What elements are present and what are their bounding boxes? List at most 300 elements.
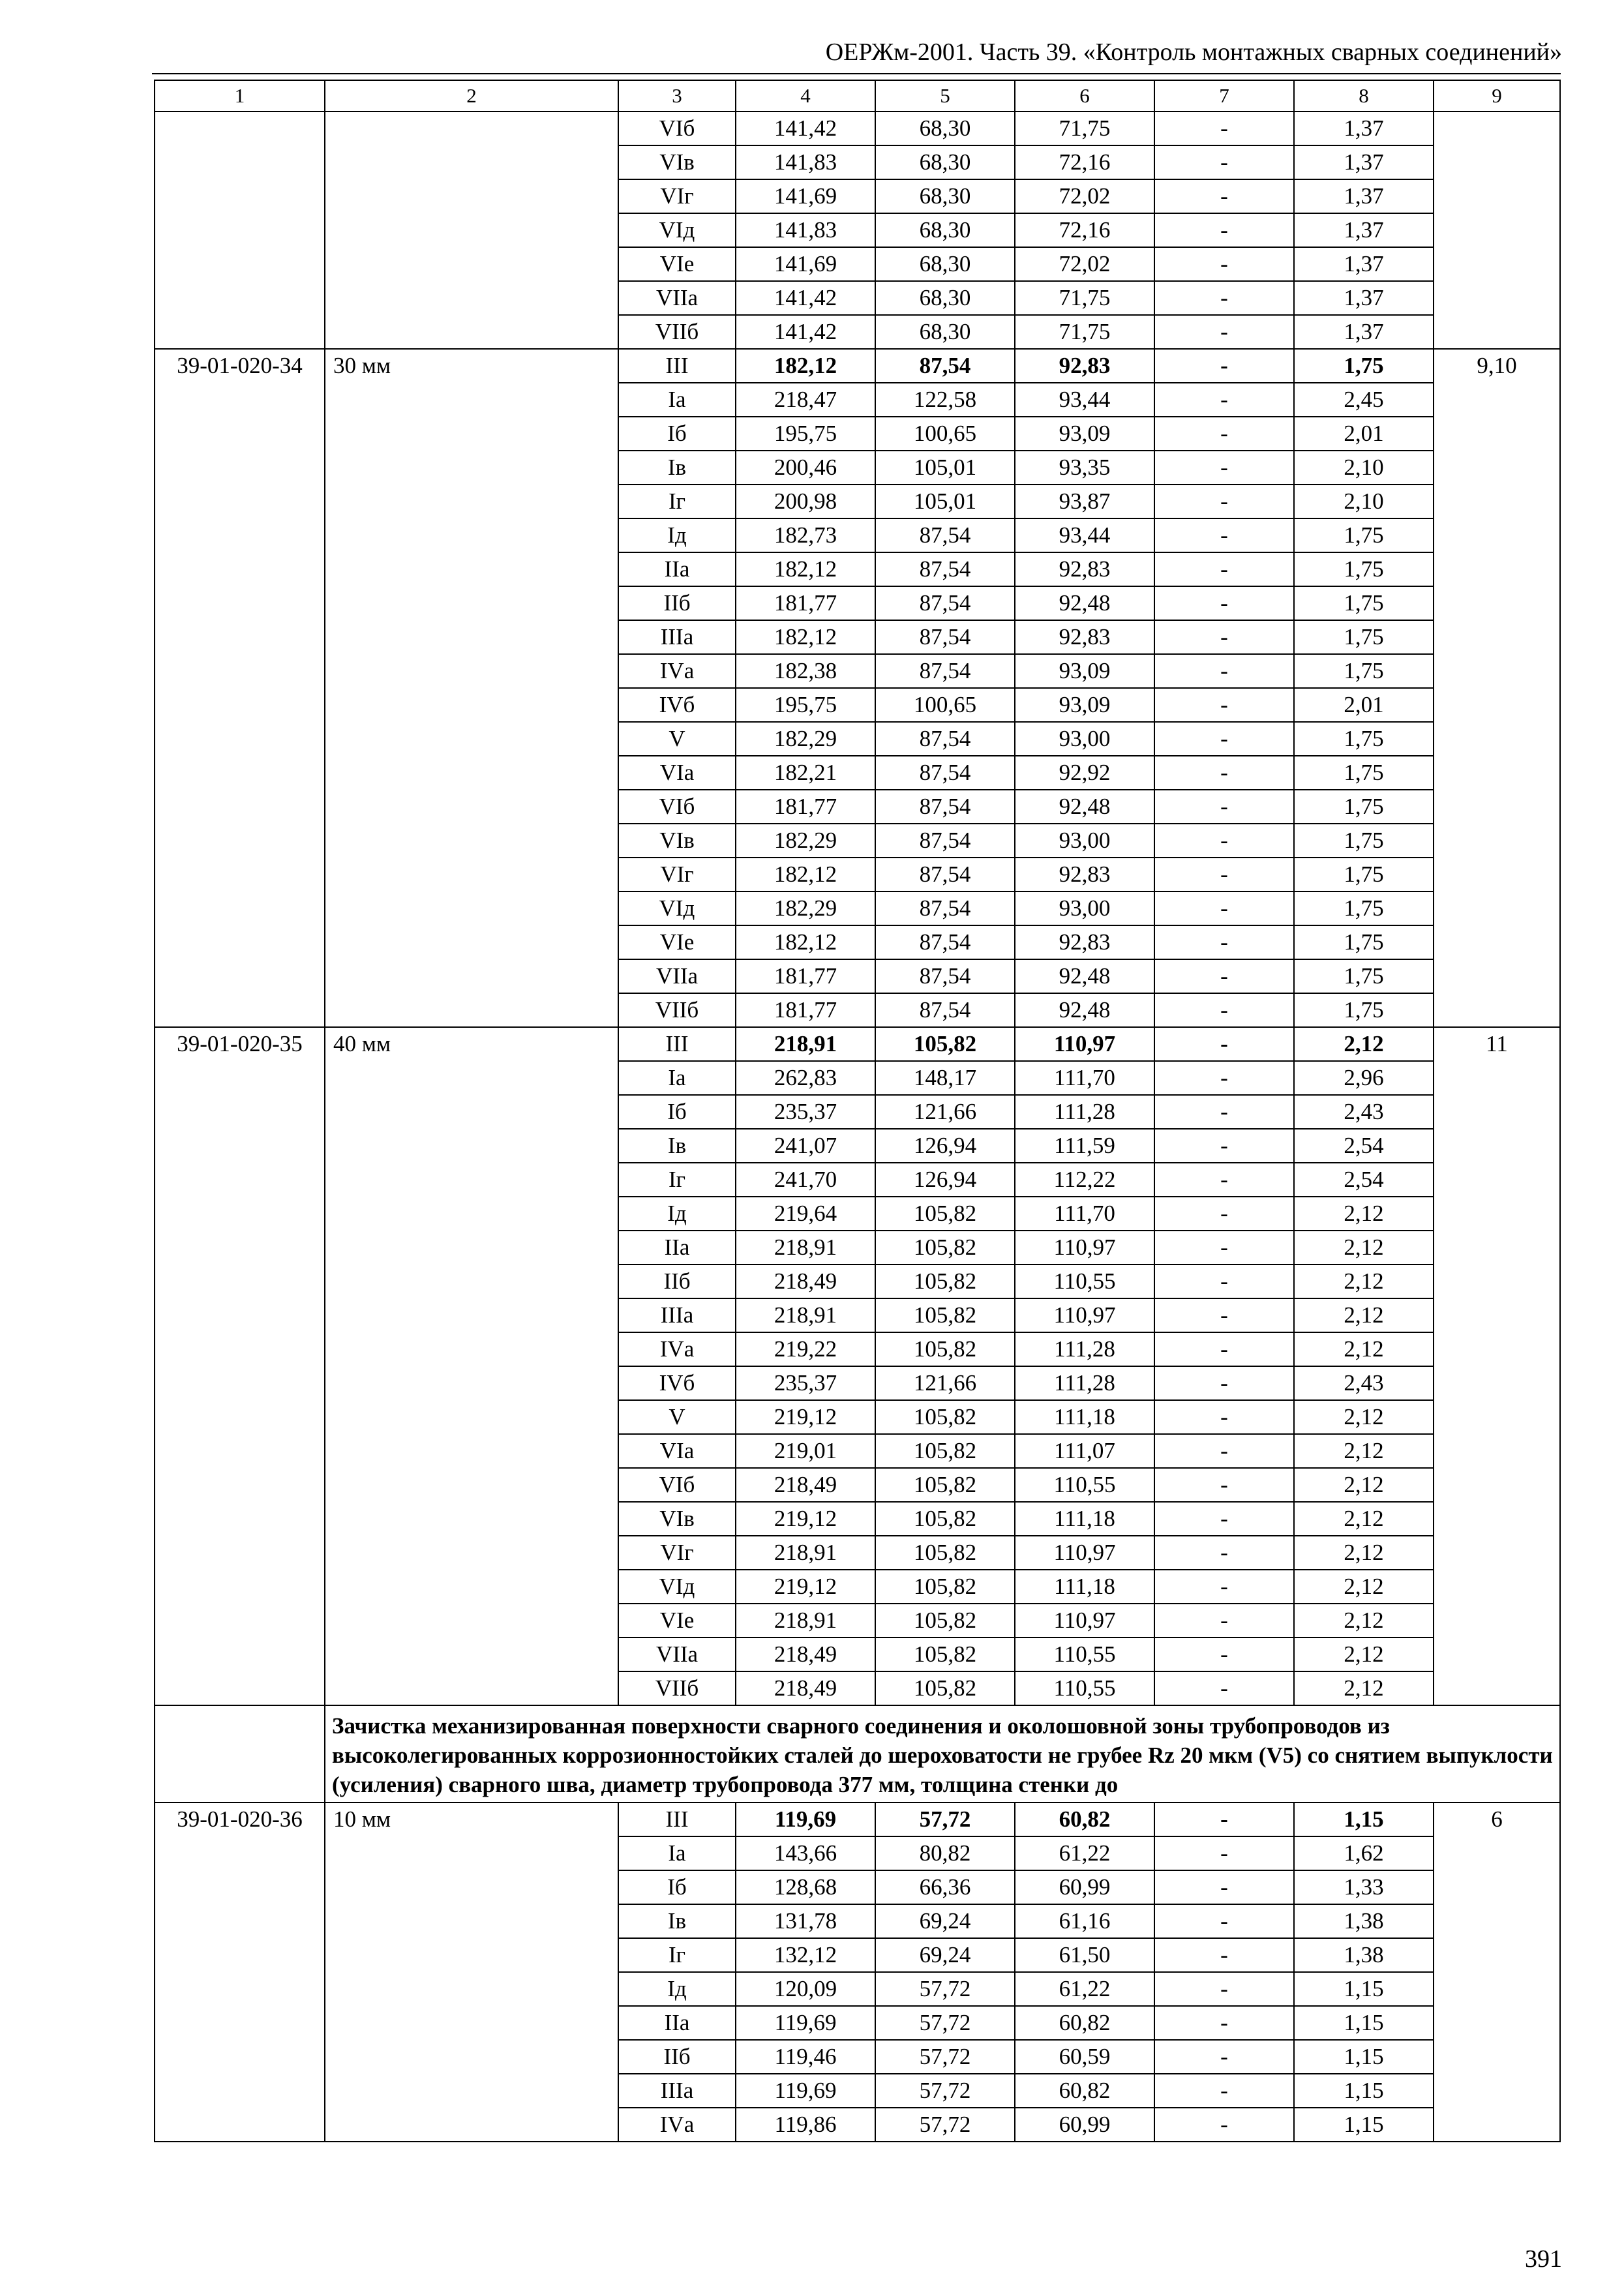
value-col4-cell: 182,12 bbox=[736, 925, 875, 959]
value-col6-cell: 93,09 bbox=[1015, 417, 1154, 451]
value-col5-cell: 57,72 bbox=[875, 2074, 1015, 2108]
value-col5-cell: 87,54 bbox=[875, 891, 1015, 925]
value-col7-cell: - bbox=[1154, 925, 1294, 959]
value-col4-cell: 182,38 bbox=[736, 654, 875, 688]
value-col4-cell: 219,01 bbox=[736, 1434, 875, 1468]
value-col5-cell: 121,66 bbox=[875, 1095, 1015, 1129]
value-col8-cell: 1,37 bbox=[1294, 281, 1434, 315]
value-col7-cell: - bbox=[1154, 1904, 1294, 1938]
column-number: 6 bbox=[1015, 80, 1154, 112]
value-col4-cell: 218,49 bbox=[736, 1638, 875, 1671]
value-col7-cell: - bbox=[1154, 1400, 1294, 1434]
zone-cell: Iа bbox=[618, 1836, 736, 1870]
zone-cell: VIIа bbox=[618, 281, 736, 315]
value-col8-cell: 1,75 bbox=[1294, 824, 1434, 858]
value-col4-cell: 182,21 bbox=[736, 756, 875, 790]
value-col5-cell: 105,82 bbox=[875, 1638, 1015, 1671]
value-col4-cell: 182,12 bbox=[736, 620, 875, 654]
zone-cell: VIб bbox=[618, 790, 736, 824]
value-col8-cell: 2,45 bbox=[1294, 383, 1434, 417]
value-col4-cell: 141,42 bbox=[736, 112, 875, 145]
value-col6-cell: 60,59 bbox=[1015, 2040, 1154, 2074]
value-col5-cell: 105,82 bbox=[875, 1671, 1015, 1705]
value-col5-cell: 122,58 bbox=[875, 383, 1015, 417]
value-col8-cell: 2,12 bbox=[1294, 1638, 1434, 1671]
value-col5-cell: 100,65 bbox=[875, 688, 1015, 722]
zone-cell: VIIб bbox=[618, 1671, 736, 1705]
zone-cell: IVб bbox=[618, 688, 736, 722]
table-row bbox=[155, 1027, 1560, 1061]
value-col6-cell: 111,28 bbox=[1015, 1332, 1154, 1366]
wall-thickness-cell: 30 мм bbox=[325, 349, 618, 1027]
value-col7-cell: - bbox=[1154, 281, 1294, 315]
value-col6-cell: 92,48 bbox=[1015, 790, 1154, 824]
zone-cell: IIб bbox=[618, 586, 736, 620]
value-col4-cell: 181,77 bbox=[736, 959, 875, 993]
notes-cell: 9,10 bbox=[1434, 349, 1560, 1027]
value-col7-cell: - bbox=[1154, 1434, 1294, 1468]
value-col5-cell: 87,54 bbox=[875, 349, 1015, 383]
value-col7-cell: - bbox=[1154, 858, 1294, 891]
value-col5-cell: 126,94 bbox=[875, 1163, 1015, 1197]
value-col4-cell: 235,37 bbox=[736, 1095, 875, 1129]
value-col7-cell: - bbox=[1154, 1468, 1294, 1502]
zone-cell: VIг bbox=[618, 1536, 736, 1570]
value-col4-cell: 119,69 bbox=[736, 1803, 875, 1836]
zone-cell: VIд bbox=[618, 1570, 736, 1604]
value-col4-cell: 181,77 bbox=[736, 790, 875, 824]
value-col6-cell: 111,28 bbox=[1015, 1366, 1154, 1400]
zone-cell: IVа bbox=[618, 654, 736, 688]
value-col7-cell: - bbox=[1154, 1638, 1294, 1671]
value-col6-cell: 111,07 bbox=[1015, 1434, 1154, 1468]
value-col8-cell: 2,12 bbox=[1294, 1332, 1434, 1366]
value-col8-cell: 1,75 bbox=[1294, 756, 1434, 790]
zone-cell: IIб bbox=[618, 1264, 736, 1298]
value-col6-cell: 111,18 bbox=[1015, 1502, 1154, 1536]
value-col8-cell: 2,10 bbox=[1294, 485, 1434, 518]
value-col7-cell: - bbox=[1154, 2108, 1294, 2142]
zone-cell: VIв bbox=[618, 145, 736, 179]
value-col8-cell: 1,37 bbox=[1294, 247, 1434, 281]
value-col7-cell: - bbox=[1154, 315, 1294, 349]
value-col7-cell: - bbox=[1154, 1604, 1294, 1638]
value-col4-cell: 132,12 bbox=[736, 1938, 875, 1972]
zone-cell: Iб bbox=[618, 417, 736, 451]
value-col7-cell: - bbox=[1154, 1570, 1294, 1604]
value-col8-cell: 2,54 bbox=[1294, 1129, 1434, 1163]
table-body bbox=[155, 80, 1560, 2142]
wall-thickness-cell: 40 мм bbox=[325, 1027, 618, 1705]
value-col7-cell: - bbox=[1154, 2040, 1294, 2074]
notes-cell: 11 bbox=[1434, 1027, 1560, 1705]
value-col6-cell: 111,18 bbox=[1015, 1570, 1154, 1604]
value-col8-cell: 2,12 bbox=[1294, 1264, 1434, 1298]
value-col4-cell: 200,98 bbox=[736, 485, 875, 518]
zone-cell: VIв bbox=[618, 824, 736, 858]
value-col4-cell: 219,22 bbox=[736, 1332, 875, 1366]
value-col4-cell: 218,91 bbox=[736, 1027, 875, 1061]
value-col8-cell: 2,12 bbox=[1294, 1231, 1434, 1264]
zone-cell: IIа bbox=[618, 1231, 736, 1264]
value-col8-cell: 2,96 bbox=[1294, 1061, 1434, 1095]
value-col6-cell: 110,97 bbox=[1015, 1536, 1154, 1570]
zone-cell: IIIа bbox=[618, 1298, 736, 1332]
value-col5-cell: 105,01 bbox=[875, 485, 1015, 518]
value-col4-cell: 182,12 bbox=[736, 552, 875, 586]
zone-cell: IVа bbox=[618, 2108, 736, 2142]
value-col8-cell: 1,15 bbox=[1294, 2074, 1434, 2108]
value-col6-cell: 110,55 bbox=[1015, 1671, 1154, 1705]
value-col6-cell: 92,83 bbox=[1015, 858, 1154, 891]
value-col7-cell: - bbox=[1154, 654, 1294, 688]
value-col5-cell: 105,82 bbox=[875, 1400, 1015, 1434]
value-col8-cell: 1,75 bbox=[1294, 722, 1434, 756]
value-col7-cell: - bbox=[1154, 722, 1294, 756]
value-col7-cell: - bbox=[1154, 1061, 1294, 1095]
value-col4-cell: 218,91 bbox=[736, 1231, 875, 1264]
value-col5-cell: 69,24 bbox=[875, 1938, 1015, 1972]
column-number: 7 bbox=[1154, 80, 1294, 112]
value-col7-cell: - bbox=[1154, 1836, 1294, 1870]
value-col6-cell: 110,97 bbox=[1015, 1027, 1154, 1061]
zone-cell: V bbox=[618, 1400, 736, 1434]
value-col5-cell: 69,24 bbox=[875, 1904, 1015, 1938]
table-row bbox=[155, 1803, 1560, 1836]
zone-cell: VIг bbox=[618, 858, 736, 891]
value-col4-cell: 141,42 bbox=[736, 281, 875, 315]
value-col8-cell: 1,15 bbox=[1294, 2108, 1434, 2142]
value-col6-cell: 111,59 bbox=[1015, 1129, 1154, 1163]
value-col7-cell: - bbox=[1154, 959, 1294, 993]
value-col8-cell: 1,37 bbox=[1294, 179, 1434, 213]
value-col5-cell: 105,82 bbox=[875, 1298, 1015, 1332]
value-col4-cell: 131,78 bbox=[736, 1904, 875, 1938]
value-col6-cell: 92,83 bbox=[1015, 620, 1154, 654]
value-col4-cell: 182,29 bbox=[736, 891, 875, 925]
value-col6-cell: 60,99 bbox=[1015, 2108, 1154, 2142]
zone-cell: VIа bbox=[618, 756, 736, 790]
value-col6-cell: 60,82 bbox=[1015, 2074, 1154, 2108]
value-col7-cell: - bbox=[1154, 1197, 1294, 1231]
value-col7-cell: - bbox=[1154, 145, 1294, 179]
column-number: 4 bbox=[736, 80, 875, 112]
zone-cell: Iд bbox=[618, 1972, 736, 2006]
value-col8-cell: 1,75 bbox=[1294, 959, 1434, 993]
value-col6-cell: 93,09 bbox=[1015, 654, 1154, 688]
value-col6-cell: 110,55 bbox=[1015, 1468, 1154, 1502]
value-col7-cell: - bbox=[1154, 824, 1294, 858]
value-col4-cell: 195,75 bbox=[736, 688, 875, 722]
value-col5-cell: 87,54 bbox=[875, 552, 1015, 586]
value-col7-cell: - bbox=[1154, 993, 1294, 1027]
wall-thickness-cell bbox=[325, 112, 618, 349]
section-row bbox=[155, 1705, 1560, 1803]
value-col6-cell: 72,02 bbox=[1015, 179, 1154, 213]
value-col4-cell: 119,69 bbox=[736, 2006, 875, 2040]
value-col4-cell: 218,91 bbox=[736, 1298, 875, 1332]
value-col5-cell: 66,36 bbox=[875, 1870, 1015, 1904]
value-col7-cell: - bbox=[1154, 1803, 1294, 1836]
value-col6-cell: 110,55 bbox=[1015, 1638, 1154, 1671]
value-col7-cell: - bbox=[1154, 179, 1294, 213]
value-col7-cell: - bbox=[1154, 1231, 1294, 1264]
value-col8-cell: 1,75 bbox=[1294, 891, 1434, 925]
value-col8-cell: 1,15 bbox=[1294, 1972, 1434, 2006]
zone-cell: Iб bbox=[618, 1870, 736, 1904]
value-col6-cell: 61,50 bbox=[1015, 1938, 1154, 1972]
zone-cell: III bbox=[618, 1803, 736, 1836]
value-col5-cell: 126,94 bbox=[875, 1129, 1015, 1163]
value-col8-cell: 2,54 bbox=[1294, 1163, 1434, 1197]
value-col4-cell: 141,42 bbox=[736, 315, 875, 349]
value-col8-cell: 1,15 bbox=[1294, 1803, 1434, 1836]
value-col8-cell: 1,37 bbox=[1294, 315, 1434, 349]
wall-thickness-cell: 10 мм bbox=[325, 1803, 618, 2142]
value-col5-cell: 87,54 bbox=[875, 959, 1015, 993]
value-col4-cell: 218,47 bbox=[736, 383, 875, 417]
value-col7-cell: - bbox=[1154, 1264, 1294, 1298]
zone-cell: VIд bbox=[618, 891, 736, 925]
value-col6-cell: 93,09 bbox=[1015, 688, 1154, 722]
value-col7-cell: - bbox=[1154, 1502, 1294, 1536]
value-col4-cell: 218,49 bbox=[736, 1264, 875, 1298]
value-col4-cell: 182,12 bbox=[736, 858, 875, 891]
value-col7-cell: - bbox=[1154, 485, 1294, 518]
value-col8-cell: 1,62 bbox=[1294, 1836, 1434, 1870]
value-col8-cell: 1,37 bbox=[1294, 112, 1434, 145]
value-col5-cell: 87,54 bbox=[875, 756, 1015, 790]
value-col7-cell: - bbox=[1154, 383, 1294, 417]
value-col6-cell: 92,83 bbox=[1015, 349, 1154, 383]
value-col8-cell: 2,12 bbox=[1294, 1434, 1434, 1468]
zone-cell: Iд bbox=[618, 1197, 736, 1231]
value-col5-cell: 57,72 bbox=[875, 1972, 1015, 2006]
zone-cell: VIIа bbox=[618, 959, 736, 993]
value-col4-cell: 219,12 bbox=[736, 1502, 875, 1536]
value-col4-cell: 195,75 bbox=[736, 417, 875, 451]
value-col8-cell: 2,12 bbox=[1294, 1197, 1434, 1231]
zone-cell: Iг bbox=[618, 1163, 736, 1197]
value-col7-cell: - bbox=[1154, 1870, 1294, 1904]
value-col8-cell: 2,12 bbox=[1294, 1671, 1434, 1705]
value-col6-cell: 61,22 bbox=[1015, 1972, 1154, 2006]
value-col4-cell: 182,12 bbox=[736, 349, 875, 383]
value-col8-cell: 2,12 bbox=[1294, 1536, 1434, 1570]
value-col5-cell: 87,54 bbox=[875, 858, 1015, 891]
value-col7-cell: - bbox=[1154, 688, 1294, 722]
value-col8-cell: 1,37 bbox=[1294, 213, 1434, 247]
value-col7-cell: - bbox=[1154, 552, 1294, 586]
zone-cell: Iа bbox=[618, 1061, 736, 1095]
value-col6-cell: 111,18 bbox=[1015, 1400, 1154, 1434]
zone-cell: VIб bbox=[618, 112, 736, 145]
value-col6-cell: 71,75 bbox=[1015, 281, 1154, 315]
value-col6-cell: 93,44 bbox=[1015, 518, 1154, 552]
value-col8-cell: 2,01 bbox=[1294, 417, 1434, 451]
value-col6-cell: 93,00 bbox=[1015, 824, 1154, 858]
value-col4-cell: 141,69 bbox=[736, 179, 875, 213]
value-col5-cell: 57,72 bbox=[875, 2108, 1015, 2142]
column-number: 1 bbox=[155, 80, 325, 112]
value-col8-cell: 1,38 bbox=[1294, 1904, 1434, 1938]
value-col4-cell: 181,77 bbox=[736, 586, 875, 620]
value-col4-cell: 200,46 bbox=[736, 451, 875, 485]
value-col6-cell: 72,02 bbox=[1015, 247, 1154, 281]
zone-cell: Iд bbox=[618, 518, 736, 552]
column-number: 2 bbox=[325, 80, 618, 112]
rate-code-cell: 39-01-020-34 bbox=[155, 349, 325, 1027]
value-col4-cell: 218,91 bbox=[736, 1536, 875, 1570]
value-col5-cell: 105,82 bbox=[875, 1332, 1015, 1366]
value-col6-cell: 92,92 bbox=[1015, 756, 1154, 790]
value-col5-cell: 105,82 bbox=[875, 1231, 1015, 1264]
value-col5-cell: 68,30 bbox=[875, 112, 1015, 145]
table-row bbox=[155, 349, 1560, 383]
value-col4-cell: 182,29 bbox=[736, 722, 875, 756]
value-col5-cell: 87,54 bbox=[875, 586, 1015, 620]
value-col8-cell: 2,43 bbox=[1294, 1095, 1434, 1129]
column-number: 3 bbox=[618, 80, 736, 112]
value-col5-cell: 57,72 bbox=[875, 1803, 1015, 1836]
value-col5-cell: 87,54 bbox=[875, 925, 1015, 959]
zone-cell: VIд bbox=[618, 213, 736, 247]
value-col6-cell: 93,00 bbox=[1015, 891, 1154, 925]
value-col4-cell: 219,64 bbox=[736, 1197, 875, 1231]
value-col6-cell: 61,22 bbox=[1015, 1836, 1154, 1870]
zone-cell: Iв bbox=[618, 451, 736, 485]
value-col7-cell: - bbox=[1154, 1129, 1294, 1163]
value-col8-cell: 1,75 bbox=[1294, 654, 1434, 688]
value-col7-cell: - bbox=[1154, 451, 1294, 485]
value-col6-cell: 110,97 bbox=[1015, 1231, 1154, 1264]
value-col7-cell: - bbox=[1154, 756, 1294, 790]
zone-cell: VIе bbox=[618, 247, 736, 281]
value-col6-cell: 71,75 bbox=[1015, 112, 1154, 145]
value-col5-cell: 68,30 bbox=[875, 281, 1015, 315]
zone-cell: IIIа bbox=[618, 2074, 736, 2108]
value-col5-cell: 68,30 bbox=[875, 179, 1015, 213]
value-col6-cell: 93,00 bbox=[1015, 722, 1154, 756]
value-col6-cell: 111,70 bbox=[1015, 1061, 1154, 1095]
value-col7-cell: - bbox=[1154, 417, 1294, 451]
value-col4-cell: 241,70 bbox=[736, 1163, 875, 1197]
value-col5-cell: 87,54 bbox=[875, 654, 1015, 688]
value-col4-cell: 218,91 bbox=[736, 1604, 875, 1638]
value-col4-cell: 218,49 bbox=[736, 1468, 875, 1502]
zone-cell: Iг bbox=[618, 1938, 736, 1972]
value-col7-cell: - bbox=[1154, 213, 1294, 247]
header-rule bbox=[152, 73, 1561, 74]
value-col6-cell: 93,87 bbox=[1015, 485, 1154, 518]
value-col6-cell: 72,16 bbox=[1015, 145, 1154, 179]
value-col8-cell: 2,12 bbox=[1294, 1502, 1434, 1536]
zone-cell: VIIа bbox=[618, 1638, 736, 1671]
zone-cell: VIе bbox=[618, 1604, 736, 1638]
value-col5-cell: 87,54 bbox=[875, 722, 1015, 756]
value-col8-cell: 1,75 bbox=[1294, 790, 1434, 824]
value-col8-cell: 1,75 bbox=[1294, 925, 1434, 959]
value-col5-cell: 68,30 bbox=[875, 145, 1015, 179]
value-col5-cell: 87,54 bbox=[875, 790, 1015, 824]
value-col6-cell: 93,44 bbox=[1015, 383, 1154, 417]
value-col5-cell: 105,82 bbox=[875, 1536, 1015, 1570]
value-col7-cell: - bbox=[1154, 1536, 1294, 1570]
value-col5-cell: 105,82 bbox=[875, 1570, 1015, 1604]
value-col5-cell: 100,65 bbox=[875, 417, 1015, 451]
value-col5-cell: 105,82 bbox=[875, 1502, 1015, 1536]
value-col7-cell: - bbox=[1154, 2074, 1294, 2108]
value-col8-cell: 2,12 bbox=[1294, 1298, 1434, 1332]
zone-cell: VIIб bbox=[618, 315, 736, 349]
value-col4-cell: 141,83 bbox=[736, 213, 875, 247]
value-col8-cell: 1,75 bbox=[1294, 552, 1434, 586]
value-col6-cell: 111,28 bbox=[1015, 1095, 1154, 1129]
section-spacer bbox=[155, 1705, 325, 1803]
value-col8-cell: 1,38 bbox=[1294, 1938, 1434, 1972]
value-col7-cell: - bbox=[1154, 1298, 1294, 1332]
value-col5-cell: 57,72 bbox=[875, 2040, 1015, 2074]
value-col4-cell: 219,12 bbox=[736, 1400, 875, 1434]
value-col8-cell: 2,43 bbox=[1294, 1366, 1434, 1400]
value-col5-cell: 105,82 bbox=[875, 1027, 1015, 1061]
notes-cell: 6 bbox=[1434, 1803, 1560, 2142]
value-col6-cell: 112,22 bbox=[1015, 1163, 1154, 1197]
value-col4-cell: 120,09 bbox=[736, 1972, 875, 2006]
value-col8-cell: 1,37 bbox=[1294, 145, 1434, 179]
rates-table bbox=[154, 80, 1561, 2142]
value-col4-cell: 218,49 bbox=[736, 1671, 875, 1705]
value-col6-cell: 110,97 bbox=[1015, 1298, 1154, 1332]
value-col5-cell: 105,82 bbox=[875, 1468, 1015, 1502]
value-col8-cell: 2,12 bbox=[1294, 1400, 1434, 1434]
value-col7-cell: - bbox=[1154, 891, 1294, 925]
value-col5-cell: 105,01 bbox=[875, 451, 1015, 485]
zone-cell: Iг bbox=[618, 485, 736, 518]
section-text: Зачистка механизированная поверхности сварного соединения и околошовной зоны трубопроводов из высоколегированных коррозионностойких сталей до шероховатости не грубее Rz 20 мкм (V5) со снятием выпуклости (усиления) сварного шва, диаметр трубопровода 377 мм, толщина стенки до bbox=[325, 1705, 1560, 1803]
zone-cell: III bbox=[618, 1027, 736, 1061]
value-col4-cell: 182,29 bbox=[736, 824, 875, 858]
value-col4-cell: 119,46 bbox=[736, 2040, 875, 2074]
page-number: 391 bbox=[1525, 2245, 1562, 2273]
value-col8-cell: 1,15 bbox=[1294, 2006, 1434, 2040]
rate-code-cell bbox=[155, 112, 325, 349]
value-col8-cell: 2,12 bbox=[1294, 1604, 1434, 1638]
value-col7-cell: - bbox=[1154, 790, 1294, 824]
zone-cell: Iб bbox=[618, 1095, 736, 1129]
zone-cell: IVа bbox=[618, 1332, 736, 1366]
value-col7-cell: - bbox=[1154, 586, 1294, 620]
value-col5-cell: 87,54 bbox=[875, 993, 1015, 1027]
value-col8-cell: 1,75 bbox=[1294, 620, 1434, 654]
page-header: ОЕРЖм-2001. Часть 39. «Контроль монтажных сварных соединений» bbox=[825, 38, 1562, 66]
value-col7-cell: - bbox=[1154, 620, 1294, 654]
value-col4-cell: 128,68 bbox=[736, 1870, 875, 1904]
value-col4-cell: 141,83 bbox=[736, 145, 875, 179]
value-col8-cell: 1,75 bbox=[1294, 858, 1434, 891]
zone-cell: Iа bbox=[618, 383, 736, 417]
zone-cell: VIб bbox=[618, 1468, 736, 1502]
value-col8-cell: 2,12 bbox=[1294, 1468, 1434, 1502]
value-col7-cell: - bbox=[1154, 1972, 1294, 2006]
value-col5-cell: 105,82 bbox=[875, 1434, 1015, 1468]
value-col4-cell: 182,73 bbox=[736, 518, 875, 552]
value-col6-cell: 92,48 bbox=[1015, 993, 1154, 1027]
zone-cell: IVб bbox=[618, 1366, 736, 1400]
value-col6-cell: 60,99 bbox=[1015, 1870, 1154, 1904]
value-col4-cell: 219,12 bbox=[736, 1570, 875, 1604]
value-col4-cell: 141,69 bbox=[736, 247, 875, 281]
